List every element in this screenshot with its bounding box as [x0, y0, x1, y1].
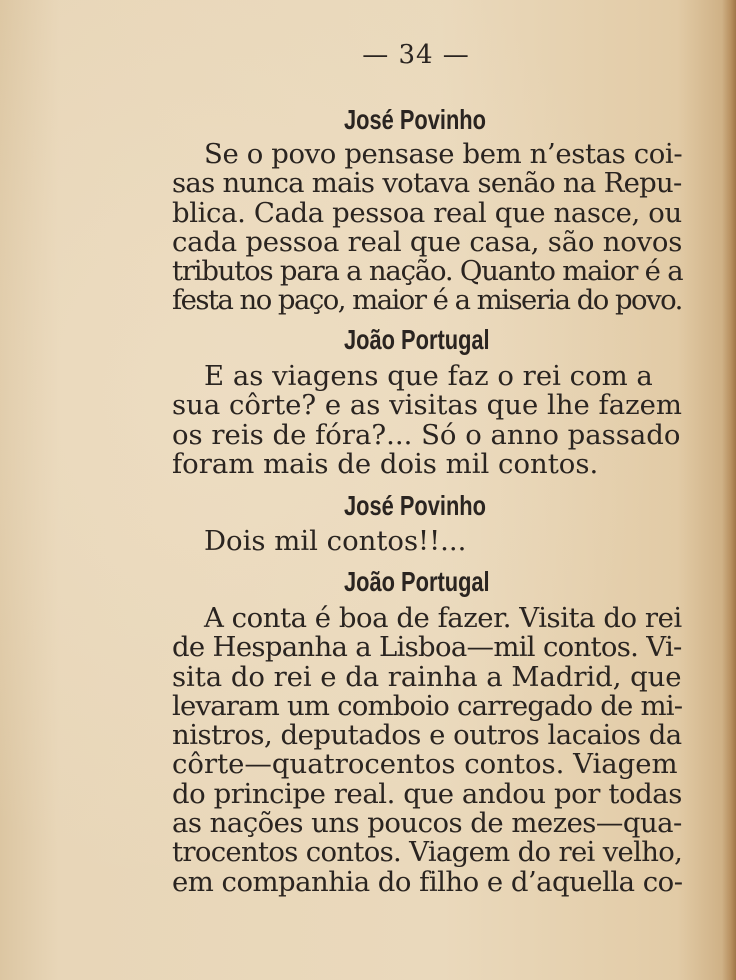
- speaker-name: João Portugal: [344, 566, 490, 597]
- speaker-name: José Povinho: [344, 490, 486, 521]
- dialogue-paragraph: [172, 604, 682, 897]
- text-line: as nações uns poucos de mezes—qua-: [172, 807, 682, 840]
- text-line: foram mais de dois mil contos.: [172, 447, 599, 480]
- text-line: sas nunca mais votava senão na Repu-: [172, 167, 682, 200]
- text-line: A conta é boa de fazer. Visita do rei: [204, 602, 682, 634]
- speaker-name: João Portugal: [344, 324, 490, 355]
- text-line: côrte—quatrocentos contos. Viagem: [172, 748, 678, 781]
- text-line: em companhia do filho e d’aquella co-: [172, 865, 683, 898]
- text-line: de Hespanha a Lisboa—mil contos. Vi-: [172, 631, 682, 664]
- dialogue-paragraph: [172, 362, 682, 479]
- page-number: — 34 —: [362, 40, 470, 70]
- text-line: levaram um comboio carregado de mi-: [172, 689, 683, 722]
- text-line: Dois mil contos!!...: [204, 525, 467, 557]
- text-line: nistros, deputados e outros lacaios da: [172, 719, 682, 752]
- text-line: E as viagens que faz o rei com a: [204, 360, 653, 392]
- dialogue-paragraph: [172, 140, 682, 316]
- text-line: do principe real. que andou por todas: [172, 777, 682, 810]
- text-line: trocentos contos. Viagem do rei velho,: [172, 836, 683, 869]
- speaker-name: José Povinho: [344, 104, 486, 135]
- text-line: sita do rei e da rainha a Madrid, que: [172, 660, 682, 693]
- text-line: festa no paço, maior é a miseria do povo.: [172, 284, 682, 317]
- text-line: Se o povo pensase bem n’estas coi-: [204, 138, 683, 170]
- text-line: os reis de fóra?... Só o anno passado: [172, 418, 681, 451]
- page-edge-shadow: [722, 0, 736, 980]
- text-line: tributos para a nação. Quanto maior é a: [172, 255, 683, 288]
- text-line: sua côrte? e as visitas que lhe fazem: [172, 389, 682, 422]
- dialogue-paragraph: [172, 527, 682, 556]
- text-line: cada pessoa real que casa, são novos: [172, 225, 683, 258]
- text-line: blica. Cada pessoa real que nasce, ou: [172, 196, 682, 229]
